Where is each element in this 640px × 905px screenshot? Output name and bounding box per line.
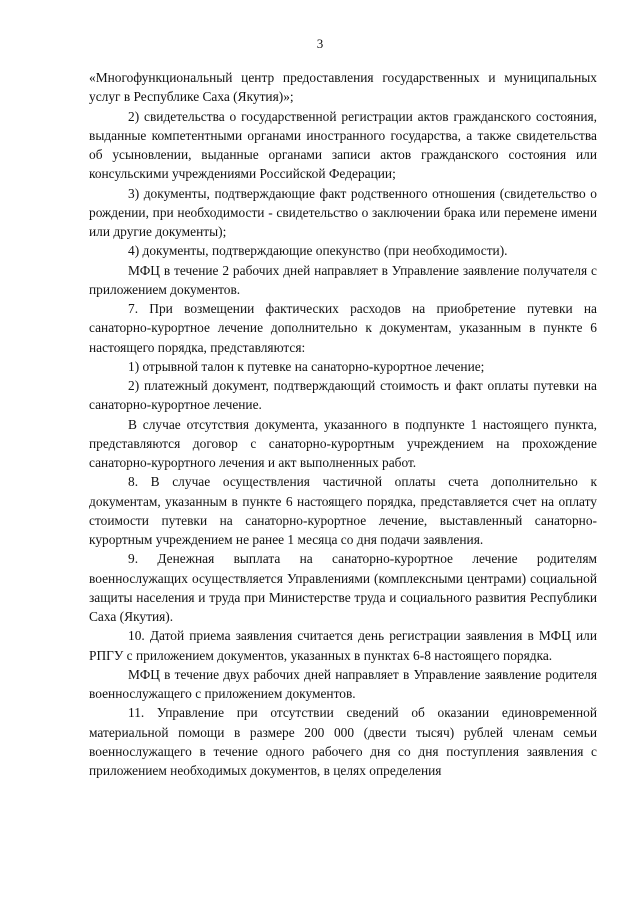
paragraph-2: 2) свидетельства о государственной регистрации актов гражданского состояния, выданные компетентными органами иностранного государства, а также свидетельства об усыновлении, выданные органами записи актов гражданского состояния или консульскими учреждениями Российской Федерации;: [89, 108, 597, 182]
paragraph-11: 9. Денежная выплата на санаторно-курортное лечение родителям военнослужащих осуществляется Управлениями (комплексными центрами) социальной защиты населения и труда при Министерстве труда и социального развития Республики Саха (Якутия).: [89, 551, 597, 624]
document-body: [89, 68, 597, 780]
page-number: 3: [316, 36, 324, 51]
paragraph-3: 3) документы, подтверждающие факт родственного отношения (свидетельство о рождении, при необходимости - свидетельство о заключении брака или перемене имени или другие документы);: [89, 185, 597, 239]
paragraph-6: 7. При возмещении фактических расходов на приобретение путевки на санаторно-курортное лечение дополнительно к документам, указанным в пункте 6 настоящего порядка, представляются:: [89, 301, 597, 355]
paragraph-13: МФЦ в течение двух рабочих дней направляет в Управление заявление родителя военнослужащего с приложением документов.: [89, 666, 597, 701]
paragraph-8: 2) платежный документ, подтверждающий стоимость и факт оплаты путевки на санаторно-курортное лечение.: [89, 378, 597, 413]
paragraph-10: 8. В случае осуществления частичной оплаты счета дополнительно к документам, указанным в пункте 6 настоящего порядка, представляется счет на оплату стоимости путевки на санаторно-курортное лечение, выставленный санаторно-курортным учреждением не ранее 1 месяца со дня подачи заявления.: [89, 474, 597, 547]
paragraph-12: 10. Датой приема заявления считается день регистрации заявления в МФЦ или РПГУ с приложением документов, указанных в пунктах 6-8 настоящего порядка.: [89, 628, 597, 663]
paragraph-5: МФЦ в течение 2 рабочих дней направляет в Управление заявление получателя с приложением документов.: [89, 262, 597, 297]
paragraph-7: 1) отрывной талон к путевке на санаторно-курортное лечение;: [128, 358, 485, 374]
paragraph-14: 11. Управление при отсутствии сведений об оказании единовременной материальной помощи в размере 200 000 (двести тысяч) рублей членам семьи военнослужащего в течение одного рабочего дня со дня поступления заявления с приложением необходимых документов, в целях определения: [89, 705, 597, 778]
paragraph-9: В случае отсутствия документа, указанного в подпункте 1 настоящего пункта, представляются договор с санаторно-курортным учреждением на прохождение санаторно-курортного лечения и акт выполненных работ.: [89, 416, 597, 470]
paragraph-4: 4) документы, подтверждающие опекунство (при необходимости).: [128, 243, 508, 259]
paragraph-1: «Многофункциональный центр предоставления государственных и муниципальных услуг в Республике Саха (Якутия)»;: [89, 70, 597, 105]
